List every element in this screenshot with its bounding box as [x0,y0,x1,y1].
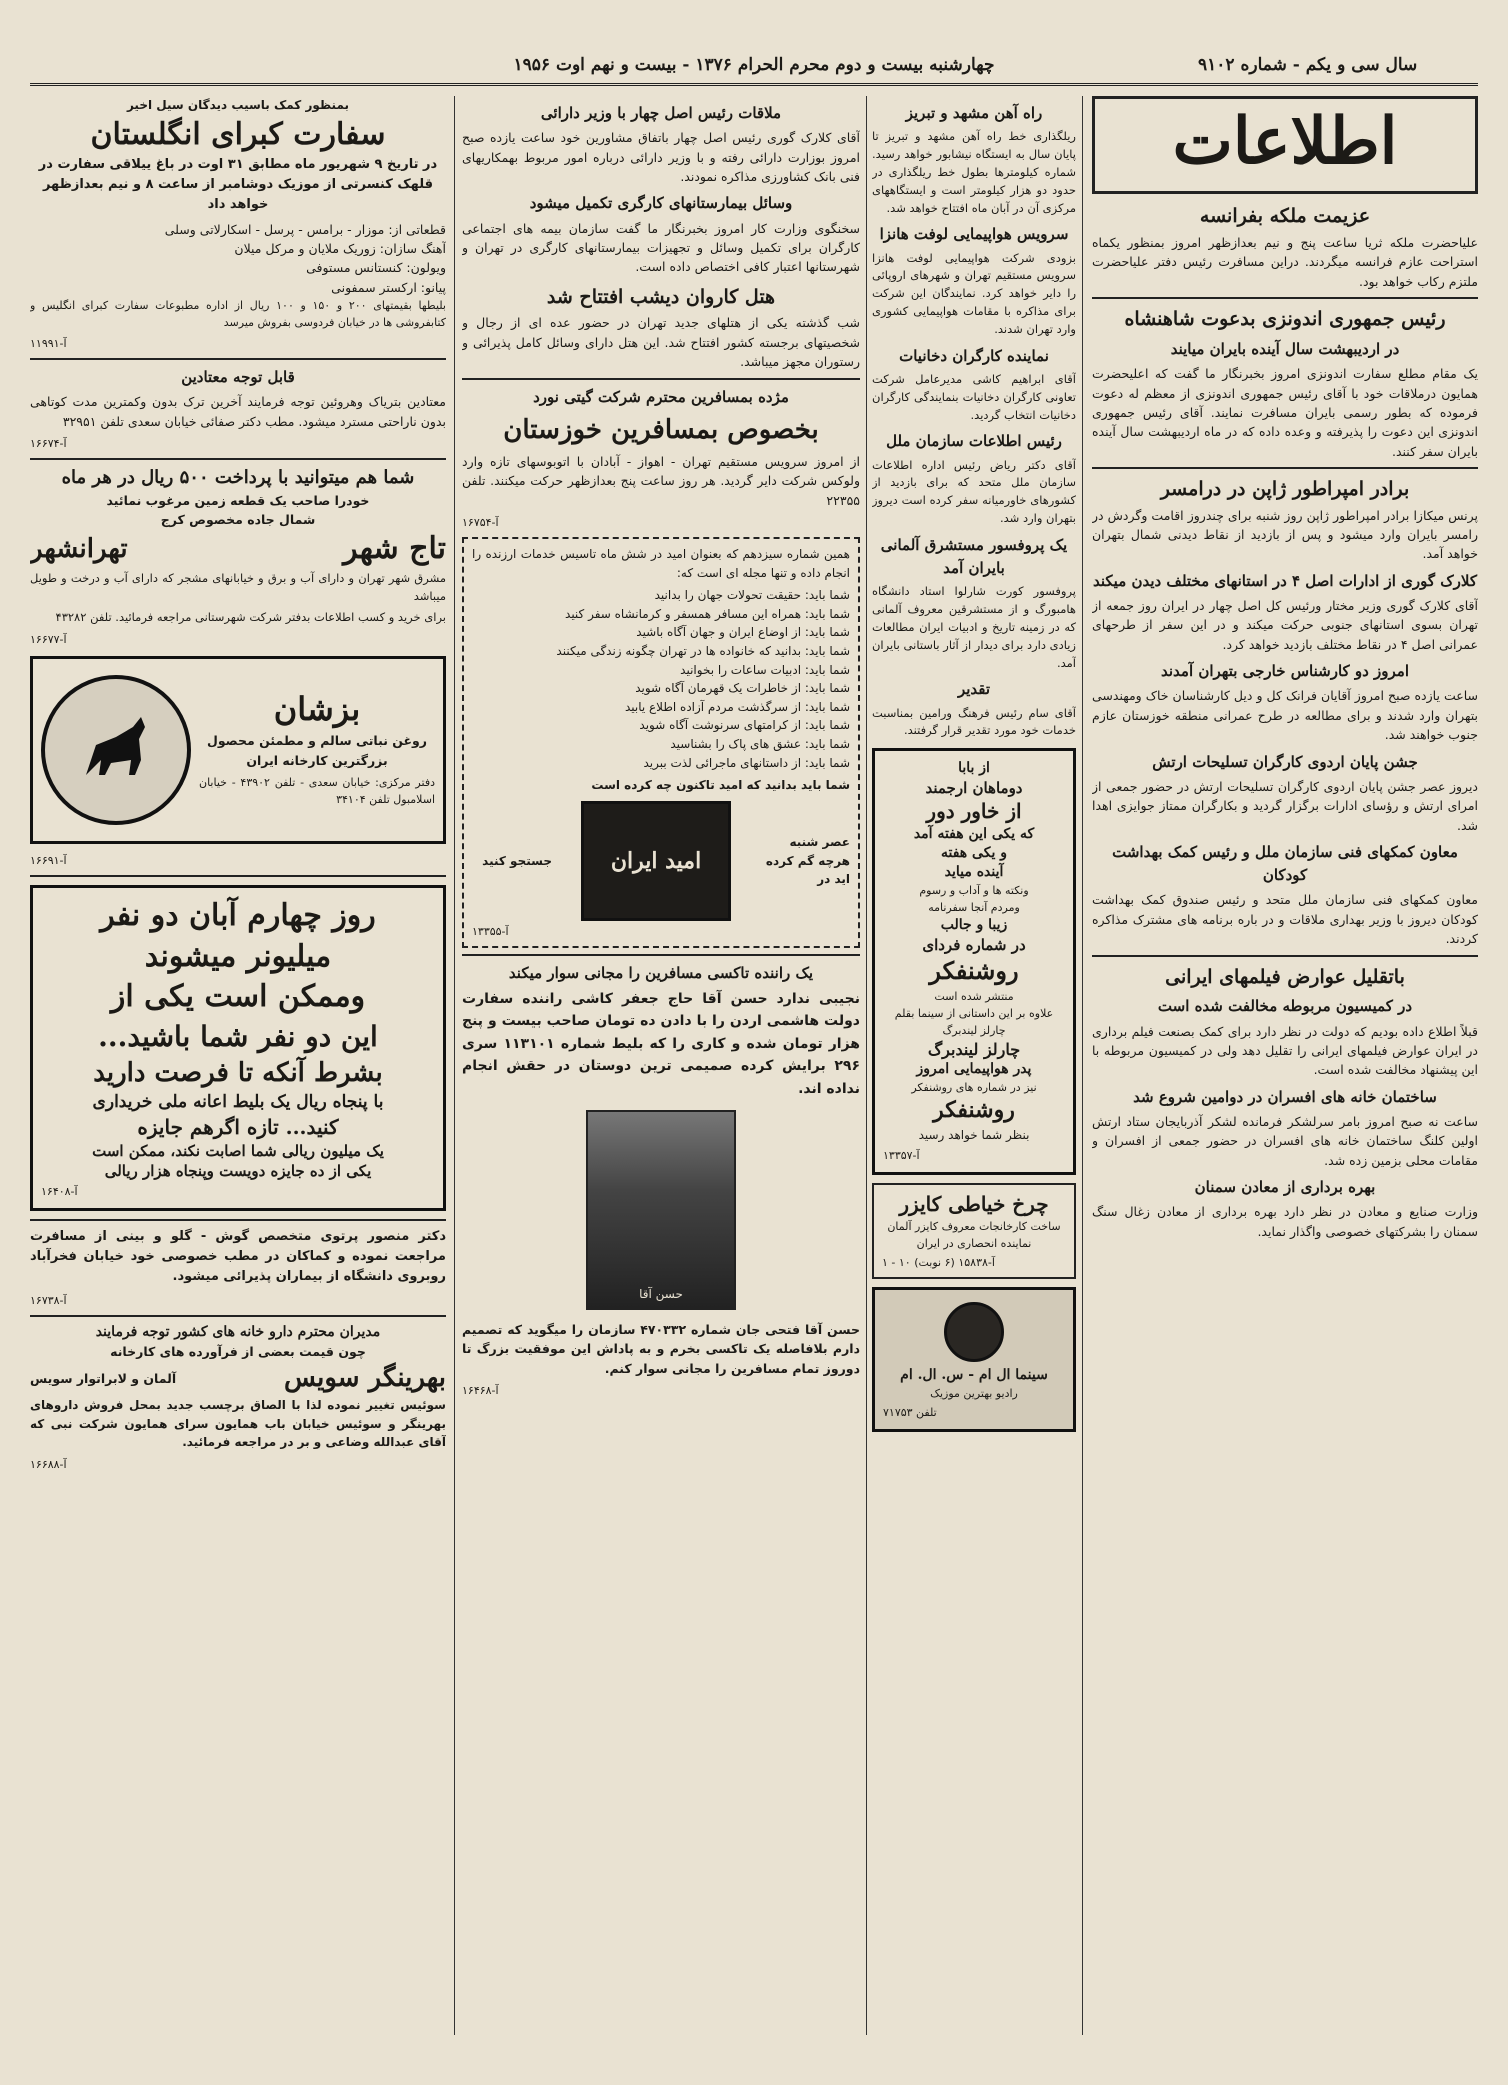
headline: معاون کمکهای فنی سازمان ملل و رئیس کمک بهداشت کودکان [1112,842,1458,885]
ad-item: شما باید: بدانید که خانواده ها در تهران چگونه زندگی میکنند [556,644,850,659]
ad-doctor [30,1227,446,1308]
ad-item: شما باید: از خاطرات یک قهرمان آگاه شوید [635,681,850,696]
issue-number: سال سی و یکم - شماره ۹۱۰۲ [1198,54,1418,75]
ad-text: در تاریخ ۹ شهریور ماه مطابق ۳۱ اوت در باغ ییلاقی سفارت در قلهک کنسرتی از موزیک دوشامبر از ساعت ۸ و نیم بعدازظهر خواهد داد [38,157,438,213]
ad-footer: شما باید بدانید که امید تاکنون چه کرده است [591,778,850,793]
ad-pharmacy-names [30,1361,446,1396]
divider [30,1219,446,1221]
headline: رئیس جمهوری اندونزی بدعوت شاهنشاه [1124,308,1446,331]
ad-text: حسن آقا فتحی جان شماره ۴۷۰۳۳۲ سازمان را میگوید که تصمیم دارم بلافاصله یک تاکسی بخرم و به پاداش این موفقیت بزرگ تا دوروز تمام مسافرین را مجانی سوار کنم. [462,1322,860,1376]
article-text: ساعت نه صبح امروز بامر سرلشکر فرمانده لشکر آذربایجان ستاد ارتش اولین کلنگ ساختمان خانه های افسران در حضور جمعی از افسران و مقامات محلی بزمین زده شد. [1092,1113,1478,1168]
ad-ref: تلفن ۷۱۷۵۳ [883,1405,937,1419]
ad-text: چون قیمت بعضی از فرآورده های کارخانه [110,1343,366,1359]
ad-omid-iran [462,537,860,948]
headline: کلارک گوری از ادارات اصل ۴ در استانهای مختلف دیدن میکند [1092,571,1478,590]
column-news-middle [872,96,1076,2036]
ad-line: آینده میاید [944,864,1004,881]
ad-item: شما باید: ادبیات ساعات را بخوانید [680,662,850,677]
article-text: آقای دکتر ریاض رئیس اداره اطلاعات سازمان ملل متحد که برای بازدید از کشورهای خاورمیانه سفر کرده است دیروز بتهران وارد شد. [872,457,1076,525]
ad-ref: آ-۱۶۴۰۸ [41,1185,78,1199]
top-bar [30,46,1478,86]
ad-kaiser [872,1183,1076,1279]
ad-sub: شمال جاده مخصوص کرج [160,511,316,527]
ad-line: در شماره فردای [922,936,1026,955]
article-text: آقای کلارک گوری رئیس اصل چهار باتفاق مشاورین خود ساعت یازده صبح امروز بوزارت دارائی رفته و با وزیر دارائی درباره امور مربوط بهمکاریهای فنی بانک کشاورزی مذاکره نمودند. [462,130,860,184]
headline: جشن پایان اردوی کارگران تسلیحات ارتش [1152,752,1418,771]
ad-line: چارلز لیندبرگ [927,1039,1021,1059]
ad-text: مشرق شهر تهران و دارای آب و برق و خیابانهای مشجر که دارای آب و درخت و طویل میباشد [30,570,446,603]
divider [30,458,446,460]
ad-item: شما باید: همراه این مسافر همسفر و کرمانشاه سفر کنید [565,606,850,621]
ad-text: نجیبی ندارد حسن آقا حاج جعفر کاشی راننده سفارت دولت هاشمی اردن را با دادن ده تومان صاحب بیست و پنج هزار تومان شده و کاری را که بلیط شماره ۱۱۳۱۰۱ سری ۲۹۶ برایش کرده صمیمی ترین دوستان در حقش انجام نداده اند. [462,991,860,1097]
ad-item: شما باید: عشق های پاک را بشناسید [670,737,850,752]
ad-lottery [30,885,446,1211]
headline: عزیمت ملکه بفرانسه [1199,205,1371,228]
headline: نماینده کارگران دخانیات [899,346,1049,365]
ad-item: پیانو: ارکستر سمفونی [331,279,446,295]
article-text: آقای کلارک گوری وزیر مختار ورئیس کل اصل چهار در ایران روز جمعه از تهران بسوی استانهای جنوبی حرکت میکند و در این سفر از طرحهای عمرانی اصل ۴ در نقاط مختلف بازدید خواهد کرد. [1092,598,1478,652]
ad-logo-row [472,801,850,921]
headline: ساختمان خانه های افسران در دوامین شروع شد [1133,1087,1437,1106]
ad-ref: آ-۱۳۳۵۷ [883,1148,920,1162]
article-text: ساعت یازده صبح امروز آقایان فرانک کل و دیل کارشناسان خاک ومهندسی بتهران وارد شدند و برای مطالعه در طرح عمرانی منطقه خوزستان عازم جنوب خواهند شد. [1092,688,1478,743]
headline: یک پروفسور مستشرق آلمانی بایران آمد [880,535,1068,578]
ad-big: بهرینگر سویس [283,1362,446,1393]
ad-title: یک راننده تاکسی مسافرین را مجانی سوار میکند [508,963,814,982]
ad-line: بشرط آنکه تا فرصت دارید [93,1057,383,1088]
divider [462,378,860,380]
ad-title: چرخ خیاطی کایزر [899,1191,1049,1216]
ad-text: از امروز سرویس مستقیم تهران - اهواز - آبادان با اتوبوسهای تازه وارد ولوکس شرکت دایر گردید. هر روز ساعت پنج بعدازظهر حرکت میکنند. تلفن ۲۲۳۵۵ [462,453,860,508]
ad-line: ونکته ها و آداب و رسوم [919,884,1029,898]
column-rule [1082,96,1083,2035]
ad-line: بنظر شما خواهد رسید [918,1128,1030,1143]
ad-line: منتشر شده است [934,989,1014,1003]
ad-line: پدر هواپیمایی امروز [916,1061,1032,1078]
headline: باتقلیل عوارض فیلمهای ایرانی [1165,965,1405,988]
divider [462,954,860,956]
ad-ref: آ-۱۶۴۶۸ [462,1384,499,1398]
column-rule [454,96,455,2035]
date-line: چهارشنبه بیست و دوم محرم الحرام ۱۳۷۶ - بیست و نهم اوت ۱۹۵۶ [513,54,995,75]
ad-text: روغن نباتی سالم و مطمئن محصول بزرگترین کارخانه ایران [207,733,427,768]
ad-text: دفتر مرکزی: خیابان سعدی - تلفن ۴۳۹۰۲ - خیابان اسلامبول تلفن ۳۴۱۰۴ [199,776,435,807]
ad-title: شما هم میتوانید با پرداخت ۵۰۰ ریال در هر ماه [61,467,415,489]
ad-line: از خاور دور [926,799,1022,824]
ad-item: شما باید: از کرامتهای سرنوشت آگاه شوید [639,718,850,733]
omid-iran-logo: امید ایران [581,801,731,921]
ad-text: بلیطها بقیمتهای ۲۰۰ و ۱۵۰ و ۱۰۰ ریال از اداره مطبوعات سفارت کبرای انگلیس و کتابفروشی ها در خیابان فردوسی بفروش میرسد [30,299,446,330]
ad-item: قطعاتی از: موزار - برامس - پرسل - اسکارلاتی وسلی [164,221,446,237]
subheadline: در کمیسیون مربوطه مخالفت شده است [1157,997,1413,1016]
divider [30,358,446,360]
ad-ref: آ-۱۶۶۹۱ [30,854,67,868]
ad-line: زیبا و جالب [940,917,1008,934]
ad-text: رادیو بهترین موزیک [930,1386,1018,1400]
ad-side-text: جستجو کنید [482,853,552,868]
ad-cinema [872,1287,1076,1432]
ad-line: نیز در شماره های روشنفکر [911,1081,1037,1095]
masthead: اطلاعات [1092,96,1478,194]
ad-title: مدیران محترم دارو خانه های کشور توجه فرمایند [95,1323,381,1340]
divider [1092,467,1478,469]
ad-ref: آ-۱۶۶۷۷ [30,633,67,647]
ad-line: دوماهان ارجمند [925,779,1023,798]
ad-side-text: عصر شنبه هرچه گم کرده اید در [765,834,850,887]
headline: هتل کاروان دیشب افتتاح شد [546,285,776,308]
ad-text: خودرا صاحب یک قطعه زمین مرغوب نمائید [106,492,370,508]
column-ads-left [30,96,446,2036]
ad-ref: آ-۱۶۷۳۸ [30,1293,67,1307]
ad-intro: همین شماره سیزدهم که بعنوان امید در شش ماه تاسیس خدمات ارزنده را انجام داده و تنها مجله ای است که: [472,547,850,580]
ad-item: شما باید: از داستانهای ماجرائی لذت ببرید [643,755,850,770]
ad-title: بزشان [273,690,361,729]
ad-line: وممکن است یکی از [110,979,366,1015]
ad-bozshan [30,656,446,844]
subheadline: در اردیبهشت سال آینده بایران میایند [1170,339,1400,358]
ad-line: روشنفکر [929,956,1019,986]
ad-line: روز چهارم آبان دو نفر [100,898,376,934]
ad-line: این دو نفر شما باشید... [98,1019,378,1053]
article-text: شب گذشته یکی از هتلهای جدید تهران در حضور عده ای از رجال و شخصیتهای برجسته کشور افتتاح شد. این هتل دارای وسائل کامل پذیرائی و رستوران مجهز میباشد. [462,315,860,370]
ad-title: سفارت کبرای انگلستان [90,116,386,152]
article-text: سخنگوی وزارت کار امروز بخبرنگار ما گفت سازمان بیمه های اجتماعی کارگران برای تکمیل وسائل و تجهیزات بیمارستانهای کارگری در تهران و شهرستانها اعتبار کافی اختصاص داده است. [462,220,860,275]
photo-caption: حسن آقا [639,1287,683,1302]
article-text: پروفسور کورت شارلوا استاد دانشگاه هامبورگ و از مستشرقین معروف آلمانی که در زمینه تاریخ و ادبیات ایران مطالعات زیادی دارد برای دیدار از آثار باستانی بایران آمد. [872,584,1076,670]
column-center [462,96,860,2036]
ad-line: روشنفکر [933,1097,1015,1124]
ad-addicts [30,366,446,452]
ad-land-names [30,529,446,570]
ad-pharmacy [30,1323,446,1473]
ad-sub: بمنظور کمک باسیب دیدگان سیل اخیر [126,98,350,112]
divider [30,875,446,877]
ad-line: که یکی این هفته آمد [913,826,1035,843]
ad-text: سوئیس تغییر نموده لذا با الصاق برچسب جدید بمحل فروش داروهای بهرینگر و سوئیس خیابان باب همایون سرای همایون شرکت نبی که آقای عبدالله وضاعی و بر در مراجعه فرمائید. [30,1397,446,1450]
ad-item: شما باید: از سرگذشت مردم آزاده اطلاع یابید [624,699,850,714]
ad-title: قابل توجه معتادین [181,368,295,387]
headline: امروز دو کارشناس خارجی بتهران آمدند [1161,662,1409,681]
headline: راه آهن مشهد و تبریز [905,104,1043,122]
ad-ref: آ-۱۱۹۹۱ [30,337,67,351]
ad-ref: آ-۱۶۶۷۴ [30,437,67,451]
ad-title: سینما ال ام - س. ال. ام [900,1366,1048,1383]
ad-ref: آ-۱۳۳۵۵ [472,924,509,938]
portrait-photo [586,1110,736,1310]
goat-icon [71,705,161,795]
headline: تقدیر [957,680,991,699]
ad-text: برای خرید و کسب اطلاعات بدفتر شرکت شهرستانی مراجعه فرمائید. تلفن ۴۳۲۸۲ [55,610,446,625]
ad-title: بخصوص بمسافرین خوزستان [503,414,819,445]
ad-line: کنید... تازه اگرهم جایزه [137,1114,339,1139]
headline: برادر امپراطور ژاپن در درامسر [1160,478,1410,501]
divider [30,1315,446,1317]
article-text: یک مقام مطلع سفارت اندونزی امروز بخبرنگار ما گفت که اعلیحضرت همایون درملاقات خود با آقای رئیس جمهوری اندونزی از معظم له دعوت فرموده که بطور رسمی بایران مسافرت نمایند. آقای رئیس جمهوری اندونزی این دعوت را پذیرفته و وعده داده که در ماه اردیبهشت سال آینده بایران سفر کنند. [1092,366,1478,459]
ad-text: دکتر منصور پرتوی متخصص گوش - گلو و بینی از مسافرت مراجعت نموده و کماکان در مطب خصوصی خود خیابان فخرآباد روبروی دانشگاه از بیماران پذیرائی میشود. [30,1229,446,1285]
ad-ref: آ-۱۶۷۵۴ [462,516,499,530]
divider [1092,297,1478,299]
article-text: بزودی شرکت هواپیمایی لوفت هانزا سرویس مستقیم تهران و شهرهای اروپائی را دایر خواهد کرد. نمایندگان این شرکت برای مذاکره با مقامات هواپیمایی کشوری وارد تهران شدند. [872,250,1076,336]
ad-big: تهرانشهر [30,533,128,564]
ad-head: مژده بمسافرین محترم شرکت گیتی نورد [533,387,789,406]
ad-text: علاوه بر این داستانی از سینما بقلم چارلز لیندبرگ [894,1006,1054,1037]
article-text: وزارت صنایع و معادن در نظر دارد بهره برداری از معادن زغال سنگ سمنان را بشرکتهای خصوصی واگذار نماید. [1092,1204,1478,1239]
ad-big: تاج شهر [343,531,446,567]
ad-sub: آلمان و لابراتوار سویس [30,1370,177,1386]
article-text: علیاحضرت ملکه ثریا ساعت پنج و نیم بعدازظهر امروز بمنظور یکماه استراحت عازم فرانسه میگردند. دراین مسافرت رئیس دفتر علیاحضرت ملتزم رکاب خواهد بود. [1092,235,1478,289]
ad-line: یک میلیون ریالی شما اصابت نکند، ممکن است [92,1141,384,1160]
ad-ref: آ-۱۶۶۸۸ [30,1457,67,1471]
article-text: آقای ابراهیم کاشی مدیرعامل شرکت تعاونی کارگران دخانیات بنمایندگی کارگران دخانیات انتخاب گردید. [872,371,1076,422]
divider [1092,955,1478,957]
article-text: معاون کمکهای فنی سازمان ملل متحد و رئیس صندوق کمک بهداشت کودکان دیروز با وزیر بهداری ملاقات و در باره برنامه های مشترک مذاکره کردند. [1092,892,1478,947]
ad-land [30,466,446,648]
ad-roshanfekr [872,748,1076,1174]
ad-british-embassy [30,96,446,352]
headline: وسائل بیمارستانهای کارگری تکمیل میشود [529,194,793,213]
ad-line: یکی از ده جایزه دویست وپنجاه هزار ریالی [104,1161,372,1180]
headline: ملاقات رئیس اصل چهار با وزیر دارائی [540,104,782,122]
column-rule [866,96,867,2035]
article-text: دیروز عصر جشن پایان اردوی کارگران تسلیحات ارتش در حضور جمعی از امرای ارتش و رؤسای ادارات برگزار گردید و بکارگران ممتاز جوایزی اهدا شد. [1092,778,1478,833]
ad-line: میلیونر میشوند [144,938,332,974]
ad-item: شما باید: از اوضاع ایران و جهان آگاه باشید [636,625,850,640]
ad-line: ومردم آنجا سفرنامه [928,901,1020,915]
headline: سرویس هواپیمایی لوفت هانزا [879,225,1069,244]
ad-giti-navard [462,386,860,532]
goat-emblem-icon [41,675,191,825]
ad-item: شما باید: حقیقت تحولات جهان را بدانید [654,588,850,603]
column-news-right [1092,96,1478,2036]
ad-ref: آ-۱۵۸۳۸ (۶ نوبت) ۱۰ - ۱ [882,1255,995,1269]
cinema-logo-icon [944,1302,1004,1362]
article-text: ریلگذاری خط راه آهن مشهد و تبریز تا پایان سال به ایستگاه نیشابور خواهد رسید. شماره کیلومترها بطول خط ریلگذاری در حدود دو هزار کیلومتر است و ایستگاههای مرکزی آن در آبان ماه افتتاح خواهد شد. [872,129,1076,215]
article-text: پرنس میکازا برادر امپراطور ژاپن روز شنبه برای چندروز اقامت وگردش در رامسر بایران وارد میشود و پس از بازدید از نقاط دیدنی شمال بتهران خواهد آمد. [1092,507,1478,562]
ad-taxi-driver [462,962,860,1399]
headline: رئیس اطلاعات سازمان ملل [886,432,1062,451]
ad-text: ساخت کارخانجات معروف کایزر آلمان نماینده انحصاری در ایران [887,1219,1061,1250]
ad-item: آهنگ سازان: زوریک ملایان و مرکل میلان [234,240,446,256]
ad-line: با پنجاه ریال یک بلیط اعانه ملی خریداری [92,1091,384,1112]
ad-line: و یکی هفته [940,845,1007,862]
ad-line: از بابا [958,760,990,777]
article-text: آقای سام رئیس فرهنگ ورامین بمناسبت خدمات خود مورد تقدیر قرار گرفتند. [872,705,1076,738]
ad-bozshan-text [199,688,435,812]
ad-item: ویولون: کنستانس مستوفی [306,260,446,276]
headline: بهره برداری از معادن سمنان [1194,1178,1376,1197]
ad-text: معتادین بتریاک وهروئین توجه فرمایند آخرین ترک بدون وکمترین مدت کوتاهی بدون ناراحتی مسترد میشود. مطب دکتر صفائی خیابان سعدی تلفن ۳۲۹۵۱ [30,394,446,429]
article-text: قبلاً اطلاع داده بودیم که دولت در نظر دارد برای کمک بصنعت فیلم برداری در ایران عوارض فیلمهای ایرانی را تقلیل دهد ولی در کمیسیون مربوطه با این پیشنهاد مخالفت شده است. [1092,1023,1478,1078]
